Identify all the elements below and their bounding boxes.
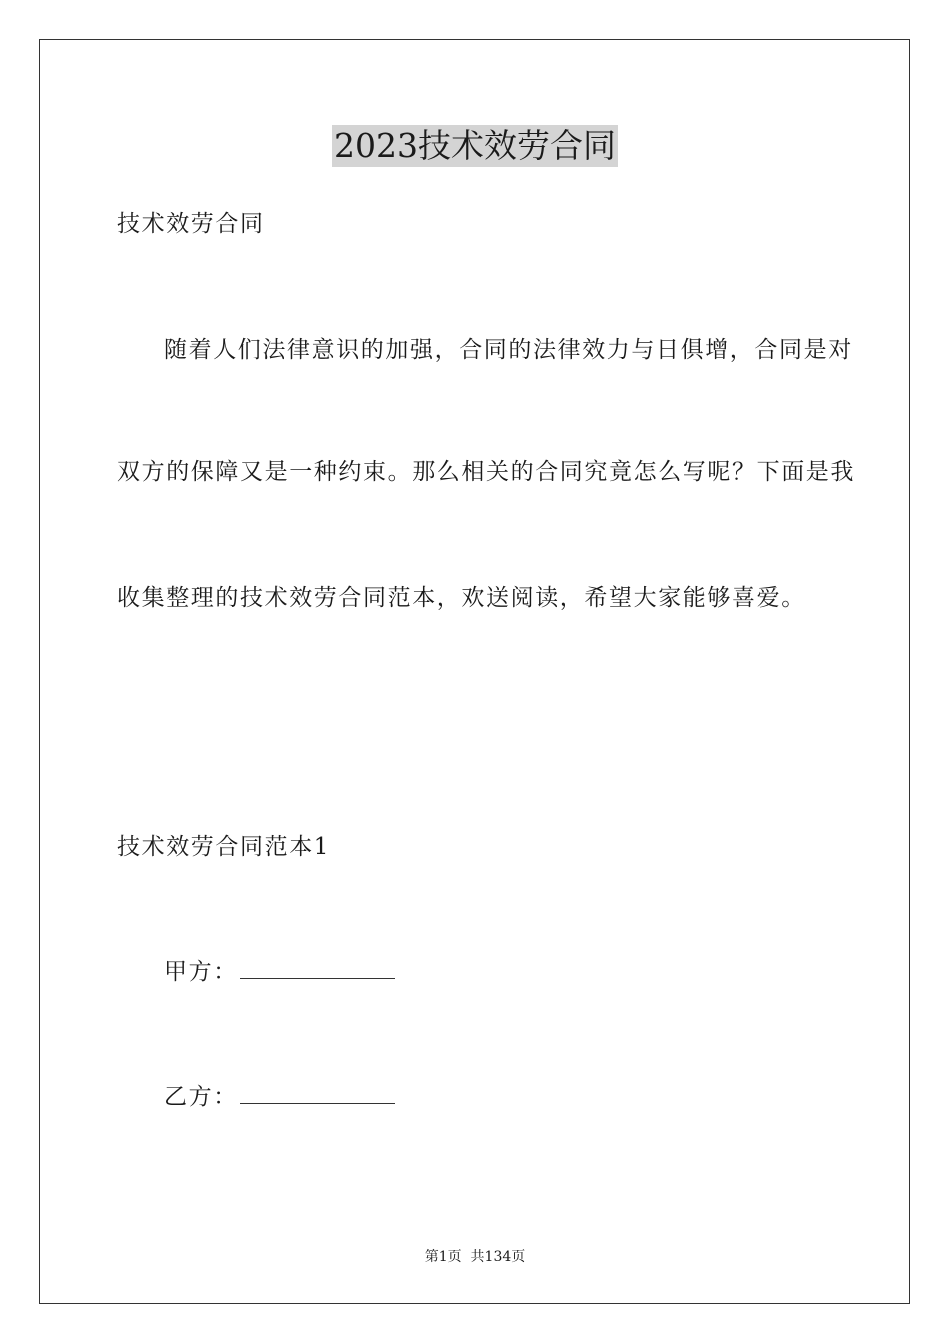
party-a-label: 甲方：	[164, 959, 238, 985]
section-heading: 技术效劳合同范本1	[117, 834, 331, 860]
paragraph-line: 随着人们法律意识的加强，合同的法律效力与日俱增，合同是对	[164, 337, 853, 363]
party-b-row	[164, 1082, 395, 1112]
document-title: 2023技术效劳合同	[334, 126, 616, 165]
paragraph-line: 收集整理的技术效劳合同范本，欢送阅读，希望大家能够喜爱。	[117, 585, 806, 611]
page-footer: 第1页 共134页	[424, 1249, 526, 1265]
party-b-label: 乙方：	[164, 1084, 238, 1110]
party-a-row	[164, 957, 395, 987]
paragraph-line: 双方的保障又是一种约束。那么相关的合同究竟怎么写呢？下面是我	[117, 459, 855, 485]
title-container	[0, 125, 950, 167]
party-b-blank-line	[240, 1083, 395, 1104]
party-a-blank-line	[240, 958, 395, 979]
document-subtitle: 技术效劳合同	[117, 211, 265, 237]
